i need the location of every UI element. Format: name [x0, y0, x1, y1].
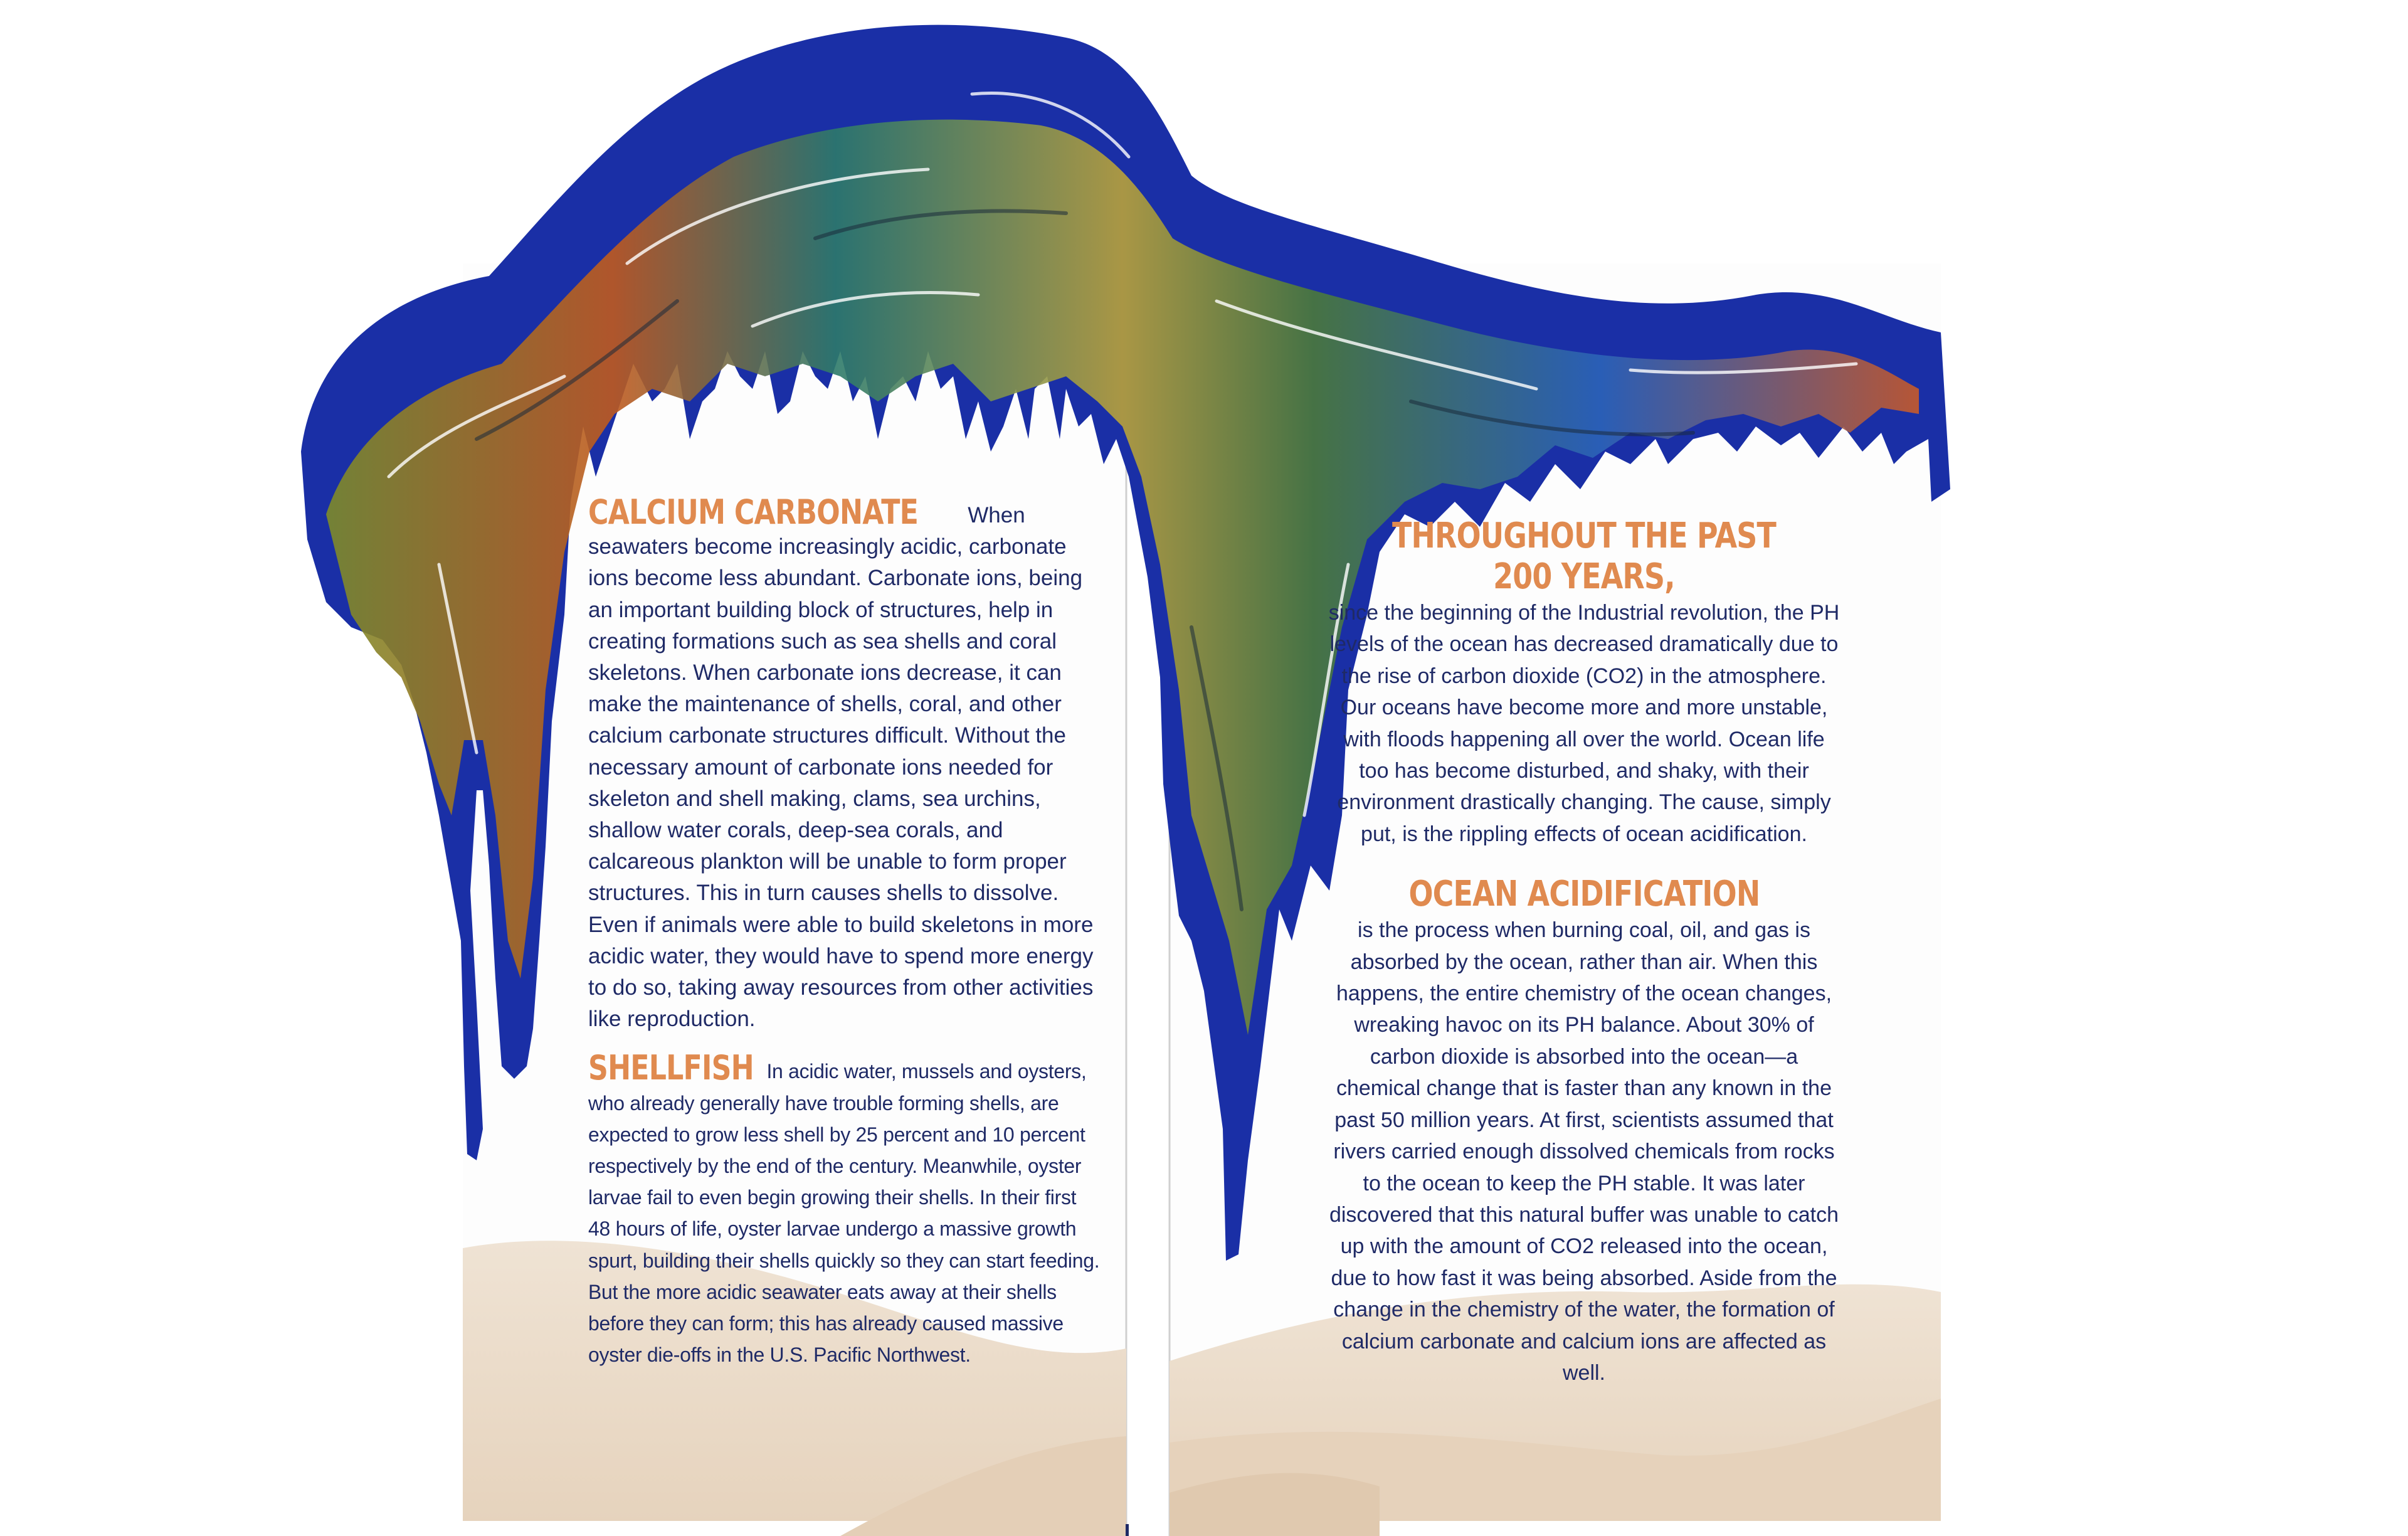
calcium-carbonate-heading: CALCIUM CARBONATE: [588, 492, 919, 532]
shellfish-text: In acidic water, mussels and oysters, who already generally have trouble forming shells, are expected to grow less shell by 25 percent and 10 percent respectively by the end of the century. Meanwhile, oyster larvae fail to even begin growing their shells. In their first 48 hours of life, oyster larvae undergo a massive growth spurt, building their shells quickly so they can start feeding. But the more acidic seawater eats away at their shells before they can form; this has already caused massive oyster die-offs in the U.S. Pacific Northwest.: [588, 1060, 1100, 1367]
left-page-text: [588, 492, 1102, 1370]
fold-mark: [1126, 1524, 1129, 1536]
calcium-carbonate-text: When seawaters become increasingly acidic, carbonate ions become less abundant. Carbonate ions, being an important building block of structures, help in creating formations such as sea shells and coral skeletons. When carbonate ions decrease, it can make the maintenance of shells, coral, and other calcium carbonate structures difficult. Without the necessary amount of carbonate ions needed for skeleton and shell making, clams, sea urchins, shallow water corals, deep-sea corals, and calcareous plankton will be unable to form proper structures. This in turn causes shells to dissolve. Even if animals were able to build skeletons in more acidic water, they would have to spend more energy to do so, taking away resources from other activities like reproduction.: [588, 503, 1094, 1032]
past-200-years-heading: THROUGHOUT THE PAST 200 YEARS,: [1391, 516, 1777, 597]
right-page-text: [1327, 516, 1841, 1389]
calcium-carbonate-paragraph: [588, 492, 1102, 1035]
shellfish-heading: SHELLFISH: [588, 1048, 754, 1088]
ocean-acidification-heading: OCEAN ACIDIFICATION: [1408, 874, 1760, 915]
ocean-acidification-text: is the process when burning coal, oil, and gas is absorbed by the ocean, rather than air. When this happens, the entire chemistry of the ocean changes, wreaking havoc on its PH balance. About 30% of carbon dioxide is absorbed into the ocean—a chemical change that is faster than any known in the past 50 million years. At first, scientists assumed that rivers carried enough dissolved chemicals from rocks to the ocean to keep the PH stable. It was later discovered that this natural buffer was unable to catch up with the amount of CO2 released into the ocean, due to how fast it was being absorbed. Aside from the change in the chemistry of the water, the formation of calcium carbonate and calcium ions are affected as well.: [1329, 918, 1839, 1385]
shellfish-paragraph: [588, 1048, 1102, 1370]
past-200-years-text: since the beginning of the Industrial revolution, the PH levels of the ocean has decreased dramatically due to the rise of carbon dioxide (CO2) in the atmosphere. Our oceans have become more and more unstable, with floods happening all over the world. Ocean life too has become disturbed, and shaky, with their environment drastically changing. The cause, simply put, is the rippling effects of ocean acidification.: [1328, 601, 1840, 846]
